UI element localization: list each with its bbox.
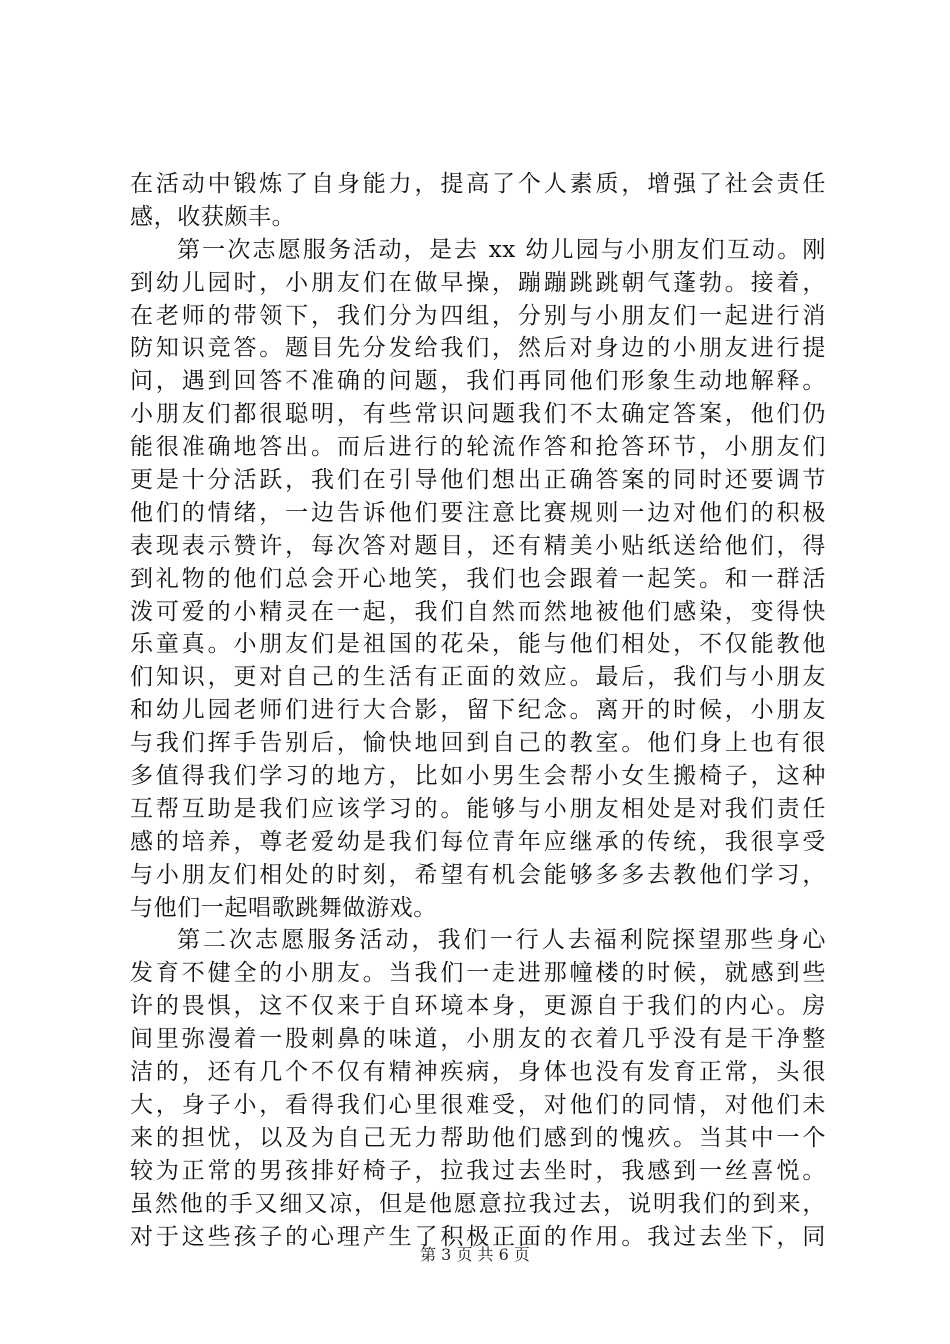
text-line: 互帮互助是我们应该学习的。能够与小朋友相处是对我们责任 (130, 795, 826, 822)
text-line: 他们的情绪，一边告诉他们要注意比赛规则一边对他们的积极 (130, 499, 826, 526)
text-line: 第一次志愿服务活动，是去 xx 幼儿园与小朋友们互动。刚 (177, 236, 826, 263)
text-line: 在老师的带领下，我们分为四组，分别与小朋友们一起进行消 (130, 302, 826, 329)
text-line: 间里弥漫着一股刺鼻的味道，小朋友的衣着几乎没有是干净整 (130, 1026, 826, 1053)
text-line: 对于这些孩子的心理产生了积极正面的作用。我过去坐下，同 (130, 1223, 826, 1250)
text-line: 感，收获颇丰。 (130, 203, 296, 230)
text-line: 感的培养，尊老爱幼是我们每位青年应继承的传统，我很享受 (130, 828, 826, 855)
text-line: 问，遇到回答不准确的问题，我们再同他们形象生动地解释。 (130, 368, 826, 395)
text-line: 表现表示赞许，每次答对题目，还有精美小贴纸送给他们，得 (130, 532, 826, 559)
text-line: 小朋友们都很聪明，有些常识问题我们不太确定答案，他们仍 (130, 401, 826, 428)
text-line: 较为正常的男孩排好椅子，拉我过去坐时，我感到一丝喜悦。 (130, 1157, 826, 1184)
text-line: 泼可爱的小精灵在一起，我们自然而然地被他们感染，变得快 (130, 598, 826, 625)
text-line: 到礼物的他们总会开心地笑，我们也会跟着一起笑。和一群活 (130, 565, 826, 592)
text-line: 与我们挥手告别后，愉快地回到自己的教室。他们身上也有很 (130, 730, 826, 757)
page-footer: 第 3 页 共 6 页 (420, 1245, 530, 1264)
text-line: 更是十分活跃，我们在引导他们想出正确答案的同时还要调节 (130, 467, 826, 494)
document-body (130, 168, 826, 1253)
text-line: 多值得我们学习的地方，比如小男生会帮小女生搬椅子，这种 (130, 763, 826, 790)
text-line: 防知识竞答。题目先分发给我们，然后对身边的小朋友进行提 (130, 335, 826, 362)
text-line: 乐童真。小朋友们是祖国的花朵，能与他们相处，不仅能教他 (130, 631, 826, 658)
text-line: 大，身子小，看得我们心里很难受，对他们的同情，对他们未 (130, 1091, 826, 1118)
text-line: 和幼儿园老师们进行大合影，留下纪念。离开的时候，小朋友 (130, 697, 826, 724)
text-line: 许的畏惧，这不仅来于自环境本身，更源自于我们的内心。房 (130, 993, 826, 1020)
text-line: 发育不健全的小朋友。当我们一走进那幢楼的时候，就感到些 (130, 960, 826, 987)
text-line: 与小朋友们相处的时刻，希望有机会能够多多去教他们学习， (130, 861, 826, 888)
text-line: 与他们一起唱歌跳舞做游戏。 (130, 894, 437, 921)
text-line: 能很准确地答出。而后进行的轮流作答和抢答环节，小朋友们 (130, 434, 826, 461)
text-line: 第二次志愿服务活动，我们一行人去福利院探望那些身心 (177, 927, 826, 954)
text-line: 到幼儿园时，小朋友们在做早操，蹦蹦跳跳朝气蓬勃。接着， (130, 269, 826, 296)
text-line: 虽然他的手又细又凉，但是他愿意拉我过去，说明我们的到来， (130, 1190, 826, 1217)
text-line: 在活动中锻炼了自身能力，提高了个人素质，增强了社会责任 (130, 171, 826, 197)
text-line: 洁的，还有几个不仅有精神疾病，身体也没有发育正常，头很 (130, 1059, 826, 1086)
text-line: 来的担忧，以及为自己无力帮助他们感到的愧疚。当其中一个 (130, 1124, 826, 1151)
text-line: 们知识，更对自己的生活有正面的效应。最后，我们与小朋友 (130, 664, 826, 691)
